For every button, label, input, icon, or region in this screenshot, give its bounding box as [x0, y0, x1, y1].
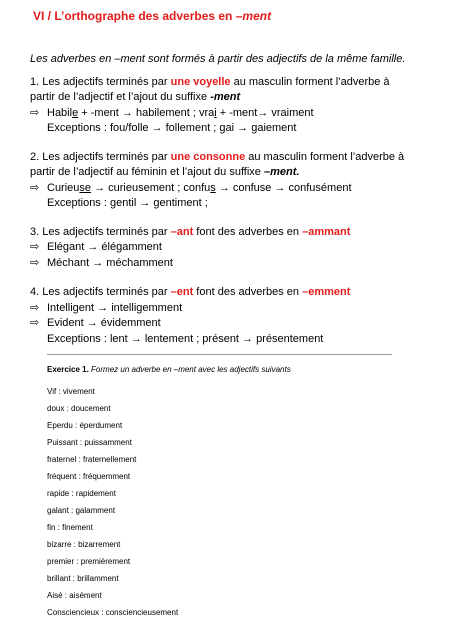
rule2-keyword: une consonne: [170, 151, 246, 163]
rule1-exceptions: Exceptions : fou/folle → follement ; gai → gaiement: [47, 122, 297, 134]
arrow-bullet-icon: ⇨: [30, 241, 40, 253]
list-item: Aisé : aisément: [47, 591, 102, 600]
divider: [47, 354, 392, 355]
rule4-example1: Intelligent → intelligemment: [47, 302, 183, 314]
rule4-example2: Evident → évidemment: [47, 317, 161, 329]
section-title: [33, 9, 271, 23]
rule1-line1: 1. Les adjectifs terminés par une voyelle au masculin forment l’adverbe à: [30, 76, 390, 88]
section-title-text: VI / L’orthographe des adverbes en: [33, 9, 233, 23]
section-title-suffix: –ment: [232, 9, 272, 23]
rule3-example1: Elégant → élégamment: [47, 241, 162, 253]
arrow-bullet-icon: ⇨: [30, 302, 40, 314]
rule2-line1: 2. Les adjectifs terminés par une consonne au masculin forment l’adverbe à: [30, 151, 405, 163]
arrow-bullet-icon: ⇨: [30, 317, 40, 329]
list-item: Puissant : puissamment: [47, 438, 132, 447]
rule3-line1: 3. Les adjectifs terminés par –ant font des adverbes en –ammant: [30, 226, 351, 238]
exercise-label: Exercice 1.: [47, 365, 89, 374]
arrow-bullet-icon: ⇨: [30, 182, 40, 194]
list-item: bizarre : bizarrement: [47, 540, 121, 549]
rule4-keyword: –ent: [170, 286, 194, 298]
list-item: Eperdu : éperdument: [47, 421, 123, 430]
arrow-bullet-icon: ⇨: [30, 107, 40, 119]
rule2-exceptions: Exceptions : gentil → gentiment ;: [47, 197, 208, 209]
list-item: brillant : brillamment: [47, 574, 119, 583]
list-item: rapide : rapidement: [47, 489, 116, 498]
list-item: galant : galamment: [47, 506, 116, 515]
rule2-example: Curieuse → curieusement ; confus → confuse → confusément: [47, 182, 352, 194]
rule4-keyword2: –emment: [302, 286, 351, 298]
rule3-example2: Méchant → méchamment: [47, 257, 173, 269]
rule4-exceptions: Exceptions : lent → lentement ; présent → présentement: [47, 333, 324, 345]
rule1-suffix: -ment: [210, 91, 241, 103]
list-item: fin : finement: [47, 523, 93, 532]
list-item: fréquent : fréquemment: [47, 472, 131, 481]
list-item: doux : doucement: [47, 404, 111, 413]
list-item: Vif : vivement: [47, 387, 95, 396]
list-item: fraternel : fraternellement: [47, 455, 137, 464]
rule1-line2: partir de l’adjectif et l’ajout du suffixe -ment: [30, 91, 241, 103]
exercise-instruction: Formez un adverbe en –ment avec les adjectifs suivants: [88, 365, 291, 374]
rule2-line2: partir de l’adjectif au féminin et l’ajout du suffixe –ment.: [30, 166, 300, 178]
list-item: Consciencieux : consciencieusement: [47, 608, 179, 617]
rule1-keyword: une voyelle: [170, 76, 231, 88]
rule3-keyword2: –ammant: [302, 226, 351, 238]
arrow-bullet-icon: ⇨: [30, 257, 40, 269]
list-item: premier : premièrement: [47, 557, 131, 566]
rule1-example: Habile + -ment → habilement ; vrai + -ment→ vraiment: [47, 107, 314, 119]
rule2-suffix: –ment.: [263, 166, 300, 178]
rule4-line1: 4. Les adjectifs terminés par –ent font des adverbes en –emment: [30, 286, 351, 298]
rule3-keyword: –ant: [170, 226, 194, 238]
intro-text: Les adverbes en –ment sont formés à partir des adjectifs de la même famille.: [30, 53, 406, 65]
exercise-heading: [47, 365, 291, 375]
